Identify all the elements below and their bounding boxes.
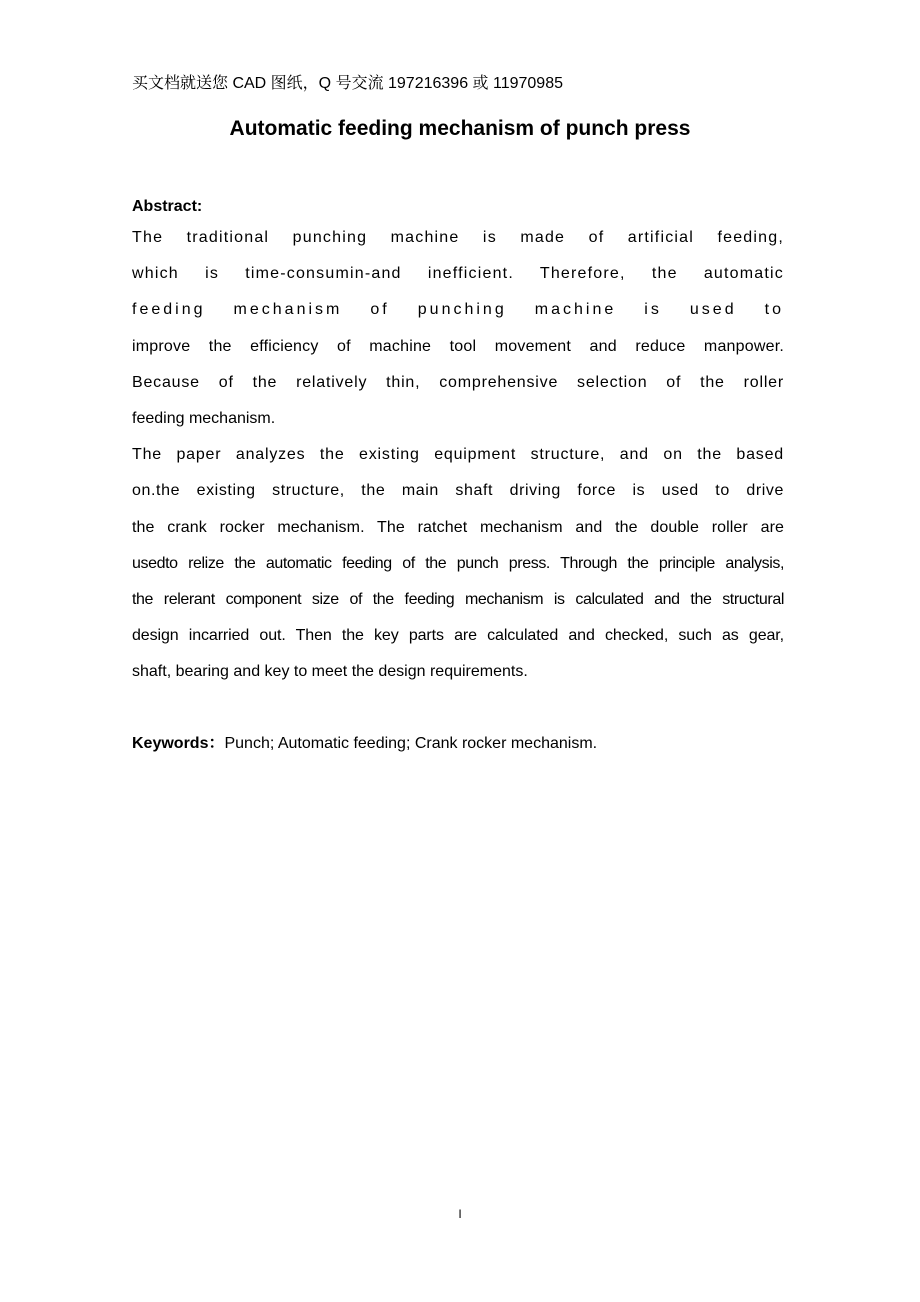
abstract-line: The paper analyzes the existing equipment structure, and on the based bbox=[132, 446, 784, 464]
abstract-line: Because of the relatively thin, comprehensive selection of the roller bbox=[132, 373, 784, 391]
abstract-line: which is time-consumin-and inefficient. Therefore, the automatic bbox=[132, 265, 784, 283]
abstract-line: usedto relize the automatic feeding of the punch press. Through the principle analysis, bbox=[132, 554, 784, 572]
page-number: I bbox=[458, 1207, 462, 1221]
abstract-line: on.the existing structure, the main shaft driving force is used to drive bbox=[132, 482, 784, 500]
abstract-line: feeding mechanism of punching machine is used to bbox=[132, 301, 784, 319]
abstract-line: The traditional punching machine is made of artificial feeding, bbox=[132, 229, 784, 246]
abstract-line: shaft, bearing and key to meet the design requirements. bbox=[132, 663, 528, 681]
abstract-line: design incarried out. Then the key parts are calculated and checked, such as gear, bbox=[132, 627, 784, 645]
keywords-line bbox=[132, 733, 597, 755]
keywords-text: Punch; Automatic feeding; Crank rocker mechanism. bbox=[224, 735, 598, 752]
keywords-label: Keywords： bbox=[132, 735, 225, 752]
abstract-body bbox=[132, 220, 784, 690]
abstract-line: improve the efficiency of machine tool movement and reduce manpower. bbox=[132, 337, 784, 355]
abstract-line: the crank rocker mechanism. The ratchet mechanism and the double roller are bbox=[132, 518, 784, 536]
abstract-line: the relerant component size of the feeding mechanism is calculated and the structural bbox=[132, 590, 784, 608]
document-title: Automatic feeding mechanism of punch press bbox=[229, 117, 691, 140]
header-note: 买文档就送您 CAD 图纸，Q 号交流 197216396 或 11970985 bbox=[132, 75, 563, 92]
abstract-label: Abstract: bbox=[132, 198, 203, 215]
abstract-line: feeding mechanism. bbox=[132, 409, 276, 427]
